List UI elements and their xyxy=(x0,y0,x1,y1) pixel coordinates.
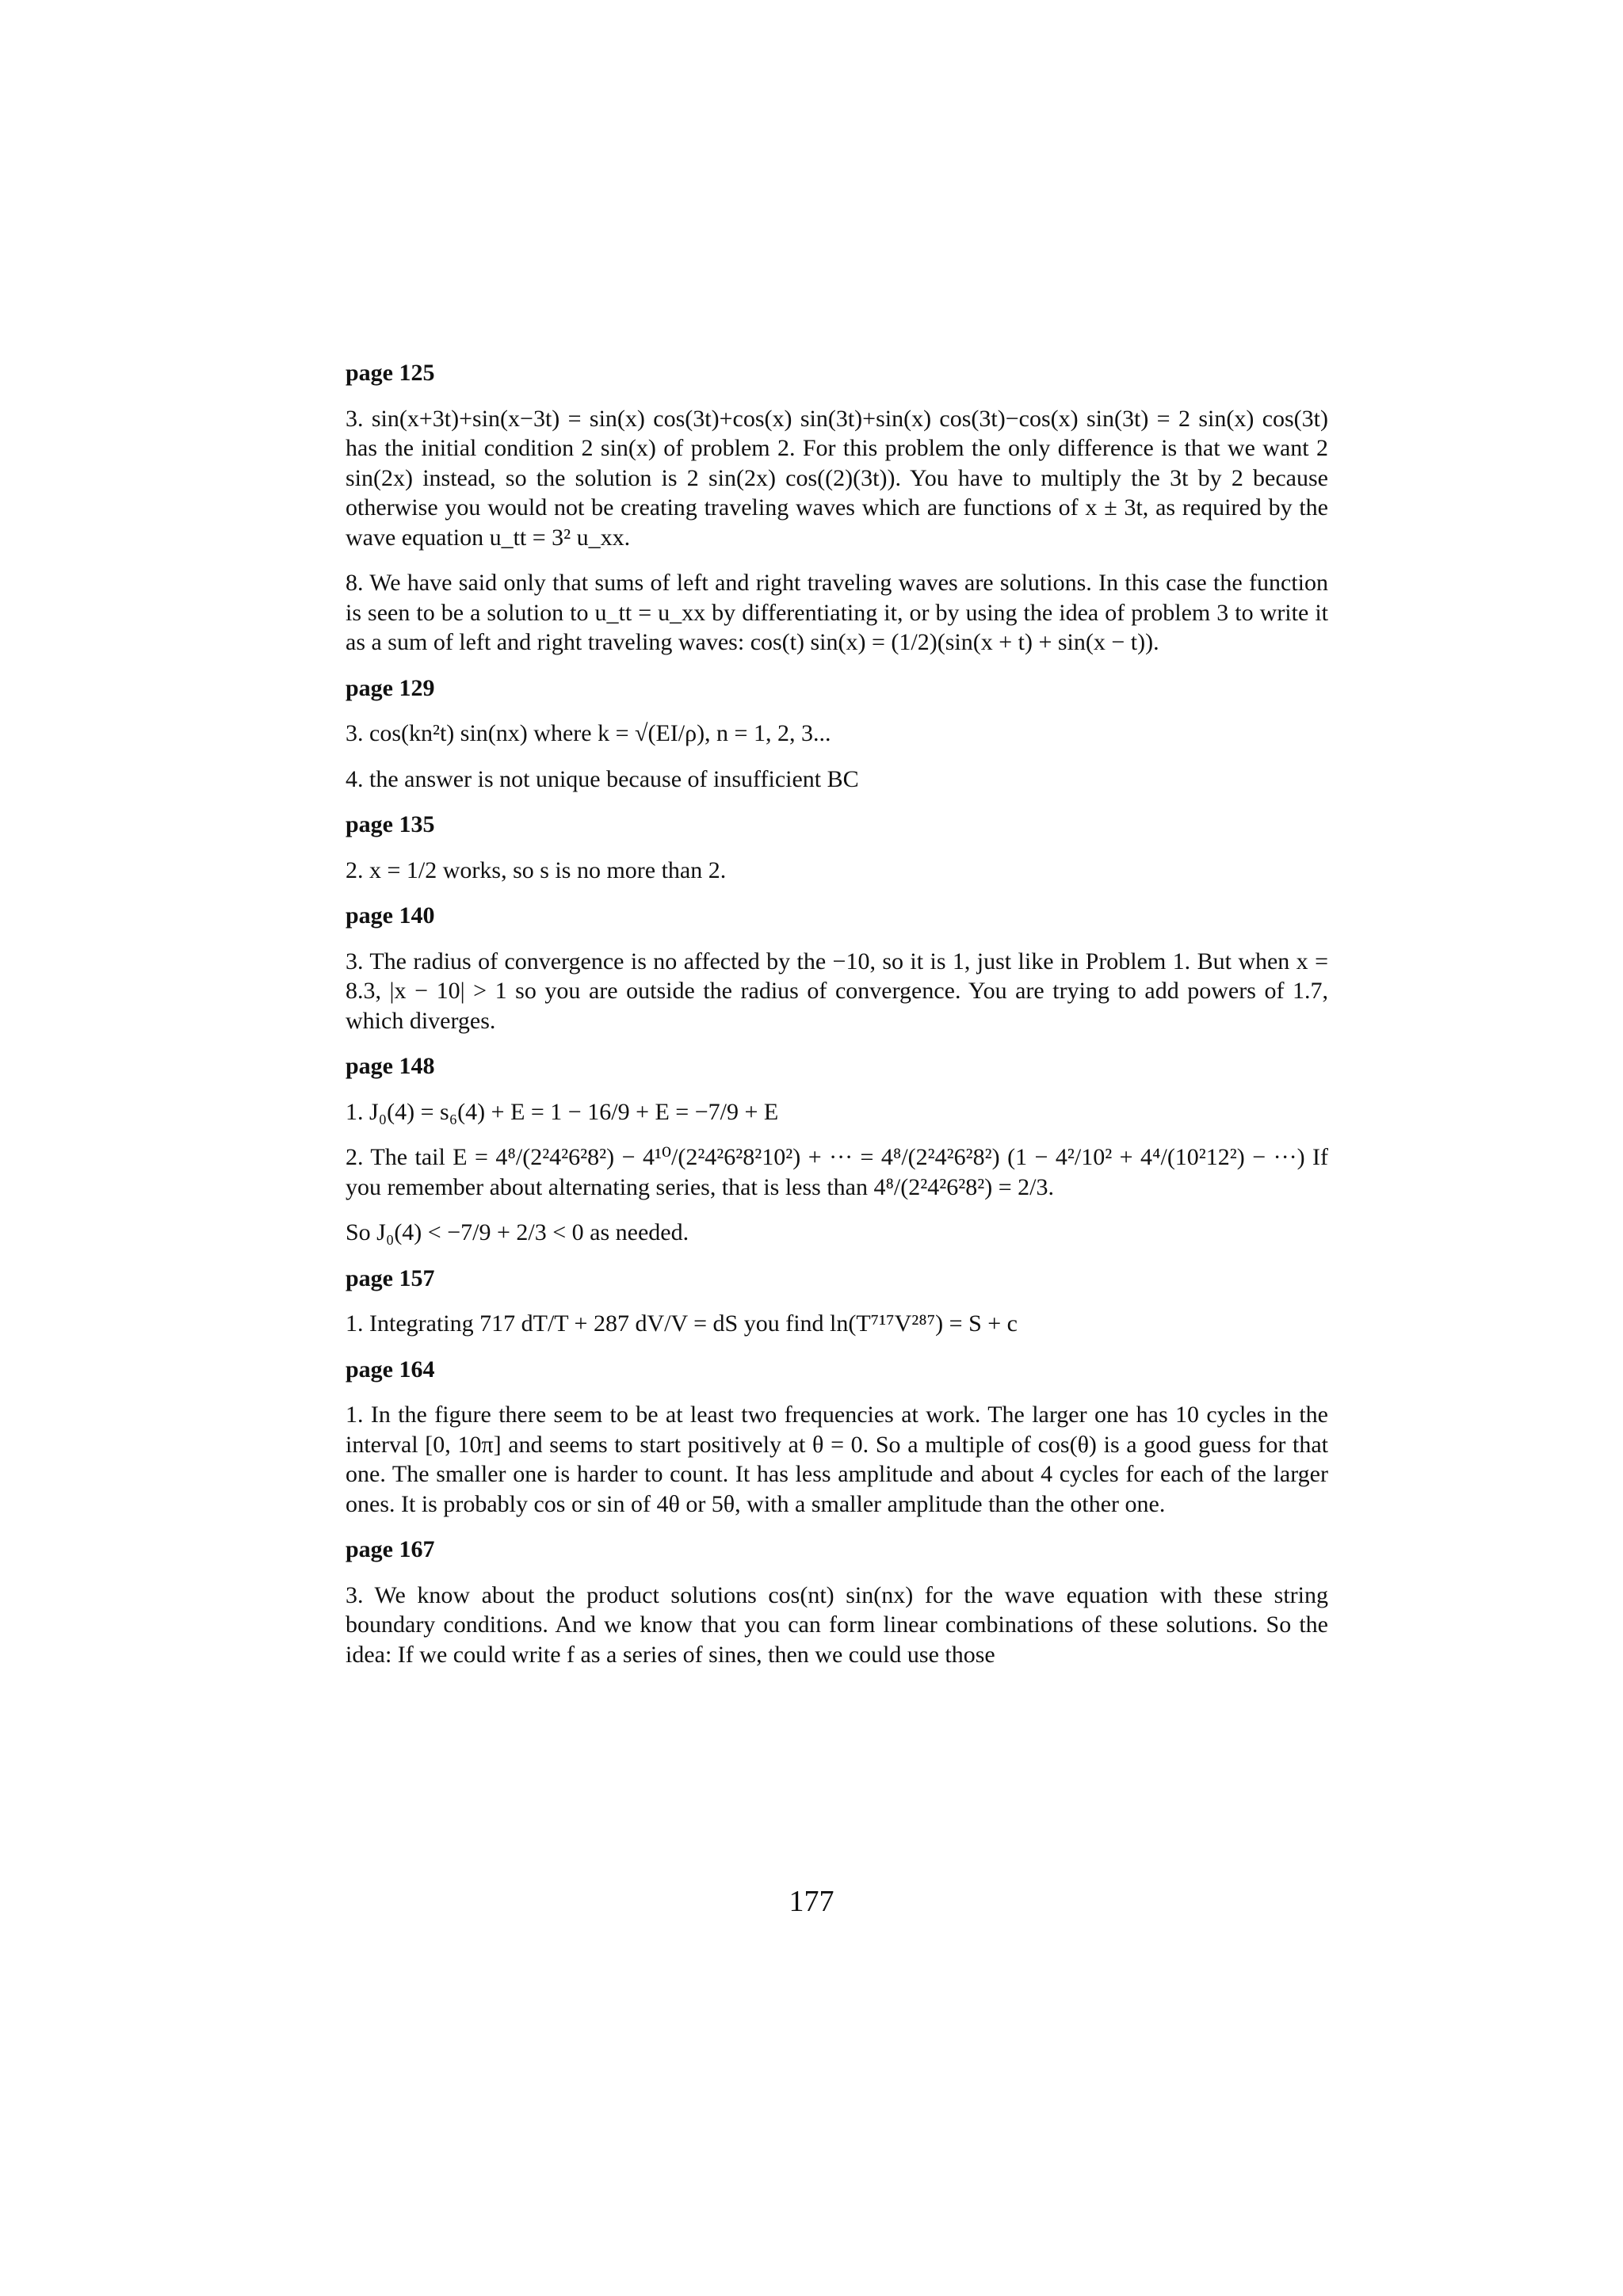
page-content xyxy=(346,358,1328,1685)
answer-paragraph: 4. the answer is not unique because of insufficient BC xyxy=(346,765,859,792)
answer-paragraph: 3. The radius of convergence is no affected by the −10, so it is 1, just like in Problem 1. But when x = 8.3, |x − 10| > 1 so you are outside the radius of convergence. You are trying to add powers of 1.7, which diverges. xyxy=(346,948,1328,1034)
page-number: 177 xyxy=(789,1885,834,1918)
section-heading: page 140 xyxy=(346,902,435,929)
section-page-164 xyxy=(346,1355,1328,1520)
section-heading: page 125 xyxy=(346,360,435,386)
answer-paragraph: 1. In the figure there seem to be at least two frequencies at work. The larger one has 10 cycles in the interval [0, 10π] and seems to start positively at θ = 0. So a multiple of cos(θ) is a good guess for that one. The smaller one is harder to count. It has less amplitude and about 4 cycles for each of the larger ones. It is probably cos or sin of 4θ or 5θ, with a smaller amplitude than the other one. xyxy=(346,1402,1328,1517)
answer-paragraph: So J₀(4) < −7/9 + 2/3 < 0 as needed. xyxy=(346,1219,689,1245)
section-page-167 xyxy=(346,1535,1328,1669)
section-heading: page 135 xyxy=(346,811,435,837)
section-page-157 xyxy=(346,1264,1328,1339)
section-heading: page 148 xyxy=(346,1053,435,1079)
section-page-135 xyxy=(346,810,1328,885)
section-page-148 xyxy=(346,1051,1328,1248)
section-page-140 xyxy=(346,901,1328,1035)
section-heading: page 167 xyxy=(346,1536,435,1562)
answer-paragraph: 3. sin(x+3t)+sin(x−3t) = sin(x) cos(3t)+cos(x) sin(3t)+sin(x) cos(3t)−cos(x) sin(3t) = 2 sin(x) cos(3t) has the initial condition 2 sin(x) of problem 2. For this problem the only difference is that we want 2 sin(2x) instead, so the solution is 2 sin(2x) cos((2)(3t)). You have to multiply the 3t by 2 because otherwise you would not be creating traveling waves which are functions of x ± 3t, as required by the wave equation u_tt = 3² u_xx. xyxy=(346,405,1328,551)
section-heading: page 157 xyxy=(346,1264,435,1291)
answer-paragraph: 3. We know about the product solutions cos(nt) sin(nx) for the wave equation with these string boundary conditions. And we know that you can form linear combinations of these solutions. So the idea: If we could write f as a series of sines, then we could use those xyxy=(346,1581,1328,1668)
section-page-125 xyxy=(346,358,1328,658)
answer-paragraph: 8. We have said only that sums of left and right traveling waves are solutions. In this case the function is seen to be a solution to u_tt = u_xx by differentiating it, or by using the idea of problem 3 to write it as a sum of left and right traveling waves: cos(t) sin(x) = (1/2)(sin(x + t) + sin(x − t)). xyxy=(346,570,1328,655)
section-page-129 xyxy=(346,673,1328,795)
answer-paragraph: 1. J₀(4) = s₆(4) + E = 1 − 16/9 + E = −7/9 + E xyxy=(346,1098,779,1125)
answer-paragraph: 3. cos(kn²t) sin(nx) where k = √(EI/ρ), n = 1, 2, 3... xyxy=(346,720,831,746)
section-heading: page 129 xyxy=(346,674,435,701)
section-heading: page 164 xyxy=(346,1356,435,1383)
answer-paragraph: 2. x = 1/2 works, so s is no more than 2. xyxy=(346,856,727,883)
answer-paragraph: 1. Integrating 717 dT/T + 287 dV/V = dS you find ln(T⁷¹⁷V²⁸⁷) = S + c xyxy=(346,1310,1018,1337)
answer-paragraph: 2. The tail E = 4⁸/(2²4²6²8²) − 4¹⁰/(2²4²6²8²10²) + ··· = 4⁸/(2²4²6²8²) (1 − 4²/10² + 4⁴/(10²12²) − ···) If you remember about alternating series, that is less than 4⁸/(2²4²6²8²) = 2/3. xyxy=(346,1144,1328,1200)
